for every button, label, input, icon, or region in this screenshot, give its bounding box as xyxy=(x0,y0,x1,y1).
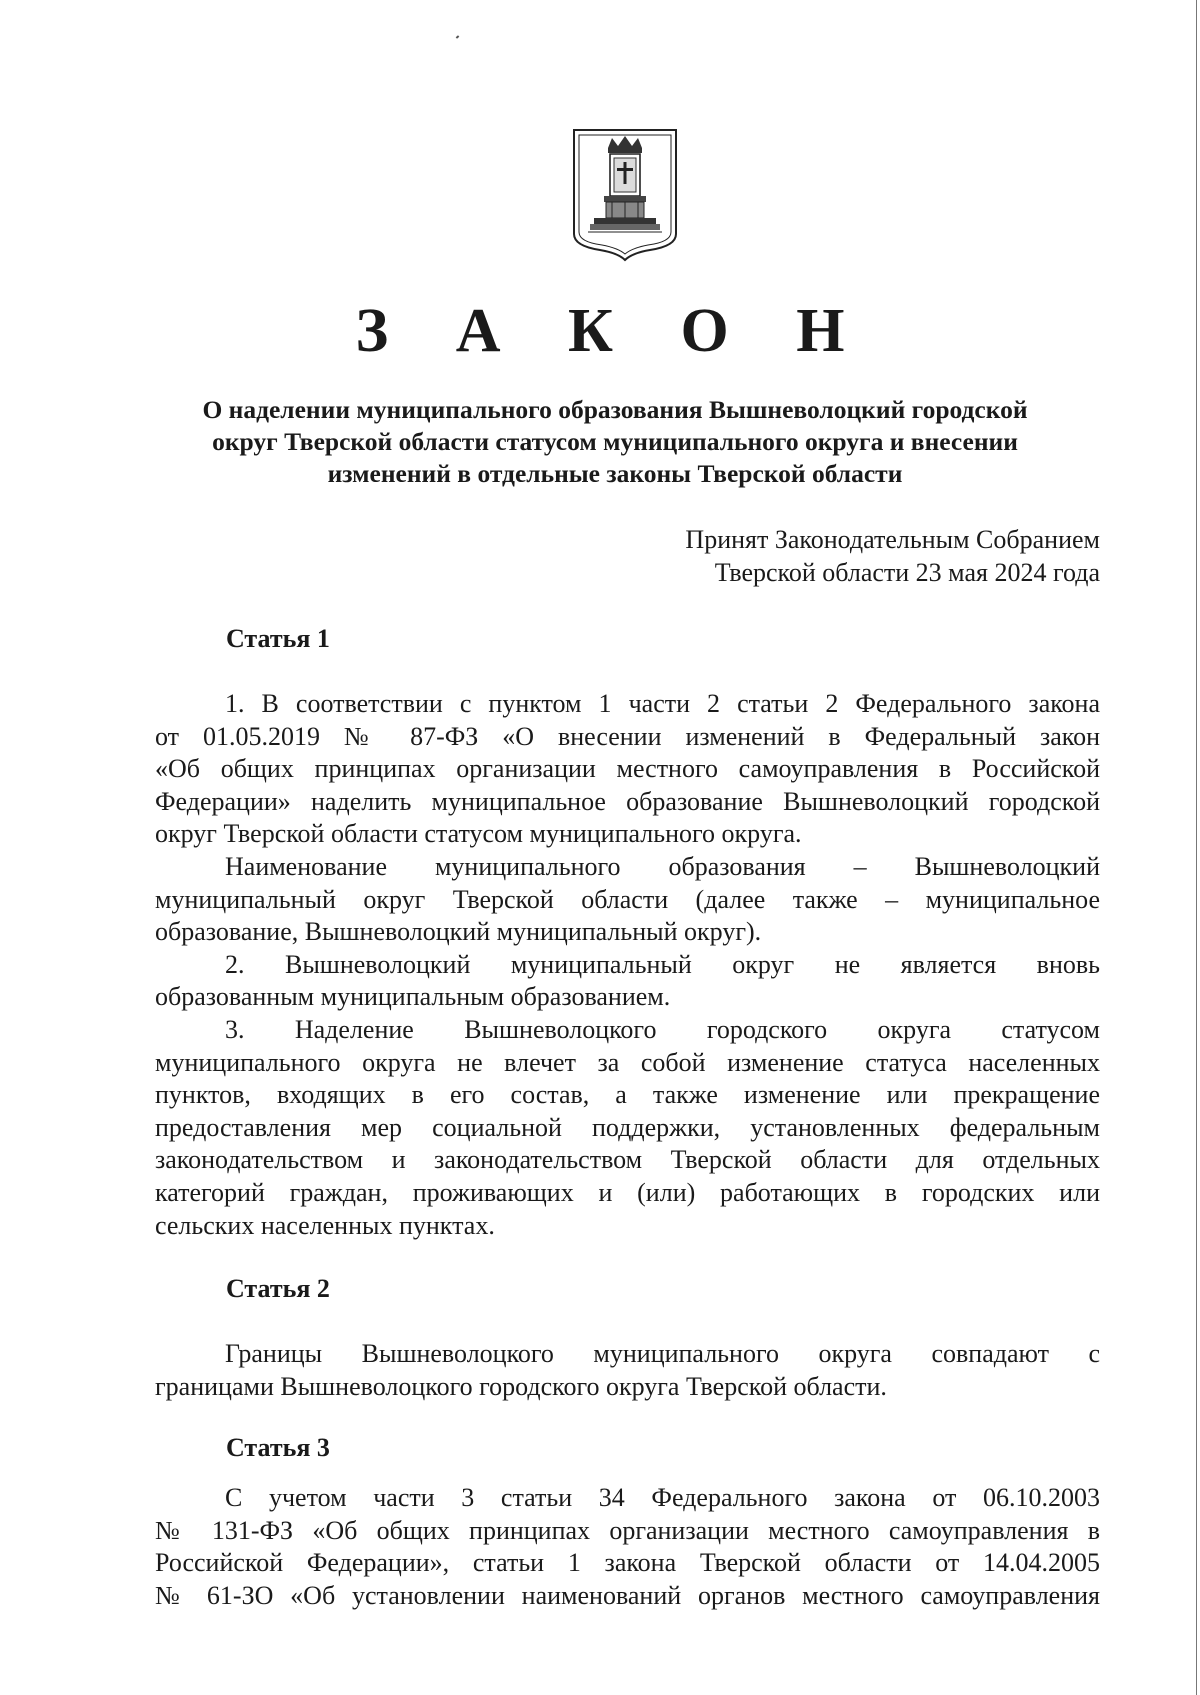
text-line: № 131-ФЗ «Об общих принципах организации местного самоуправления в xyxy=(155,1515,1100,1545)
text-line: образование, Вышневолоцкий муниципальный округ). xyxy=(155,917,762,947)
text-line: Границы Вышневолоцкого муниципального округа совпадают с xyxy=(225,1339,1100,1368)
text-line: 3. Наделение Вышневолоцкого городского округа статусом xyxy=(225,1014,1100,1044)
article-1-heading: Статья 1 xyxy=(226,624,330,653)
text-line: категорий граждан, проживающих и (или) работающих в городских или xyxy=(155,1177,1100,1207)
text-line: 2. Вышневолоцкий муниципальный округ не является вновь xyxy=(225,949,1100,979)
article-2-heading: Статья 2 xyxy=(226,1274,330,1303)
text-line: от 01.05.2019 № 87-ФЗ «О внесении изменений в Федеральный закон xyxy=(155,721,1100,751)
article-2-body xyxy=(155,1338,1100,1403)
scan-speck xyxy=(456,35,460,38)
text-line: Российской Федерации», статьи 1 закона Тверской области от 14.04.2005 xyxy=(155,1548,1100,1578)
text-line: Наименование муниципального образования – Вышневолоцкий xyxy=(225,851,1100,881)
adoption-line: Тверской области 23 мая 2024 года xyxy=(714,558,1100,587)
text-line: 1. В соответствии с пунктом 1 части 2 статьи 2 Федерального закона xyxy=(225,689,1100,718)
subtitle-line: О наделении муниципального образования Вышневолоцкий городской xyxy=(202,395,1028,424)
text-line: муниципальный округ Тверской области (далее также – муниципальное xyxy=(155,884,1100,914)
adoption-note xyxy=(685,523,1100,589)
law-subtitle xyxy=(150,394,1080,490)
coat-of-arms-icon xyxy=(570,126,680,262)
article-1-body xyxy=(155,688,1100,1242)
article-3-body xyxy=(155,1482,1100,1612)
text-line: предоставления мер социальной поддержки, установленных федеральным xyxy=(155,1112,1100,1142)
text-line: законодательством и законодательством Тверской области для отдельных xyxy=(155,1145,1100,1175)
text-line: сельских населенных пунктах. xyxy=(155,1210,495,1240)
text-line: округ Тверской области статусом муниципального округа. xyxy=(155,819,802,849)
text-line: С учетом части 3 статьи 34 Федерального закона от 06.10.2003 xyxy=(225,1483,1100,1512)
text-line: Федерации» наделить муниципальное образование Вышневолоцкий городской xyxy=(155,786,1100,816)
document-title: З А К О Н xyxy=(355,297,871,365)
subtitle-line: изменений в отдельные законы Тверской области xyxy=(327,459,903,488)
text-line: границами Вышневолоцкого городского округа Тверской области. xyxy=(155,1371,887,1401)
text-line: образованным муниципальным образованием. xyxy=(155,982,671,1012)
article-3-heading: Статья 3 xyxy=(226,1433,330,1462)
adoption-line: Принят Законодательным Собранием xyxy=(685,525,1100,554)
subtitle-line: округ Тверской области статусом муниципального округа и внесении xyxy=(212,427,1018,456)
text-line: «Об общих принципах организации местного самоуправления в Российской xyxy=(155,754,1100,784)
scan-edge-line xyxy=(1196,0,1197,1695)
text-line: № 61-ЗО «Об установлении наименований органов местного самоуправления xyxy=(155,1580,1100,1610)
text-line: муниципального округа не влечет за собой изменение статуса населенных xyxy=(155,1047,1100,1077)
text-line: пунктов, входящих в его состав, а также изменение или прекращение xyxy=(155,1080,1100,1110)
